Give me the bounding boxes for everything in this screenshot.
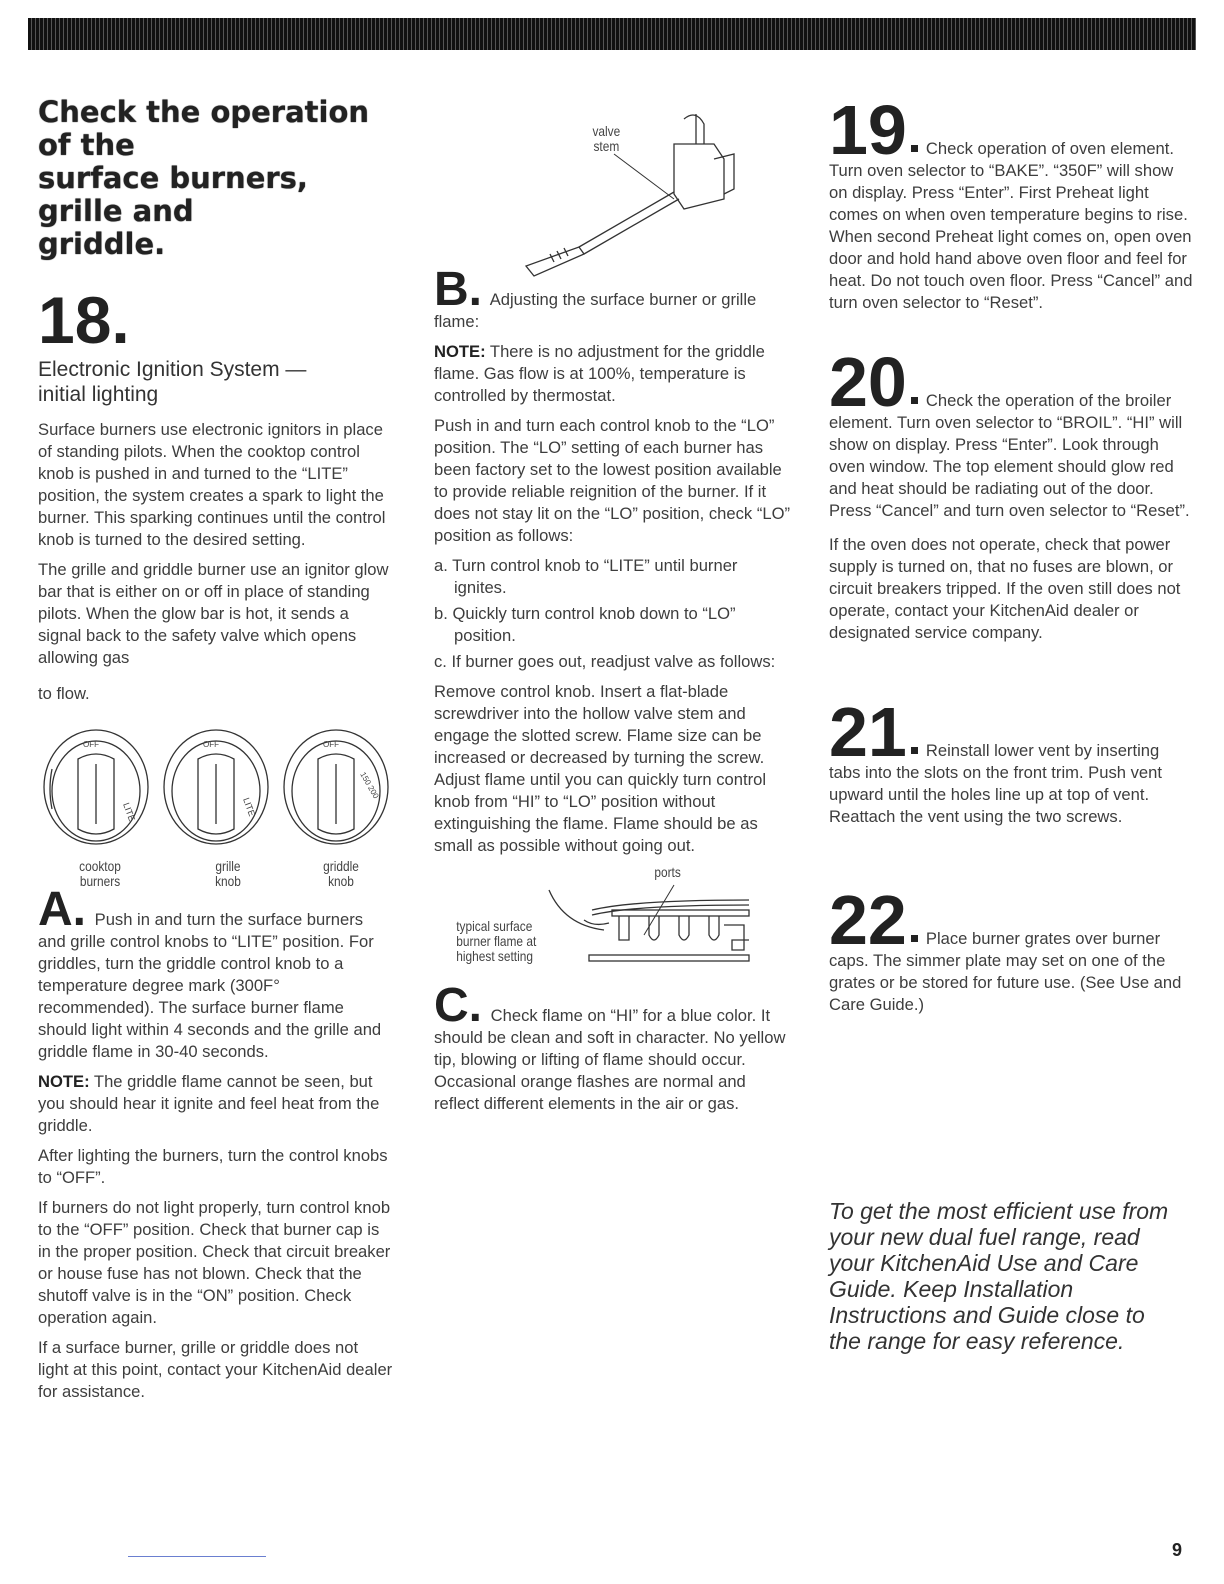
title-line-1: Check the operation of the: [38, 95, 370, 162]
bullet-icon: [911, 747, 918, 754]
label-line: burner flame at: [456, 933, 537, 949]
step-20-text: Check the operation of the broiler element. Turn oven selector to “BROIL”. “HI” will show on display. Press “Enter”. Look through oven window. The top element should glow red and heat should be radiating out of the door. Press “Cancel” and turn oven selector to “Reset”.: [829, 391, 1190, 520]
paragraph: Surface burners use electronic ignitors in place of standing pilots. When the cooktop control knob is pushed in and turned to the “LITE” position, the system creates a spark to light the burner. This sparking continues until the control knob is turned to the desired setting.: [38, 420, 386, 549]
column-1: [38, 96, 393, 1411]
caption-line: knob: [215, 873, 241, 889]
svg-text:OFF: OFF: [323, 740, 339, 749]
step-19-text: Check operation of oven element. Turn oven selector to “BAKE”. “350F” will show on display. Press “Enter”. First Preheat light comes on when oven temperature begins to rise. When second Preheat light comes on, open oven door and hold hand above oven floor and feel for heat. Do not touch oven floor. Press “Cancel” and turn oven selector to “Reset”.: [829, 139, 1193, 312]
valve-stem-figure: [434, 104, 794, 279]
grille-knob-icon: [164, 730, 268, 844]
subhead-line-2: initial lighting: [38, 383, 159, 406]
bullet-icon: [911, 935, 918, 942]
bottom-rule: [128, 1556, 266, 1557]
step-b-text: Adjusting the surface burner or grille flame:: [434, 290, 757, 331]
step-20-number: 20: [829, 343, 907, 421]
caption-line: griddle: [323, 858, 359, 874]
step-19: [829, 91, 1194, 314]
paragraph: Remove control knob. Insert a flat-blade screwdriver into the hollow valve stem and engage the slotted screw. Flame size can be increased or decreased by turning the screw. Adjust flame until you can quickly turn control knob from “HI” to “LO” position without extinguishing the flame. Flame should be as small as possible without going out.: [434, 682, 767, 855]
griddle-caption: [291, 859, 391, 889]
paragraph: to flow.: [38, 684, 90, 703]
svg-text:LITE: LITE: [121, 801, 138, 823]
knobs-figure: [38, 729, 393, 899]
title-line-2: surface burners, grille and: [38, 161, 308, 228]
step-22-number: 22: [829, 881, 907, 959]
cooktop-knob-icon: [44, 730, 148, 844]
bullet-icon: [911, 145, 918, 152]
column-3: [829, 91, 1194, 1024]
label-line: stem: [593, 138, 620, 154]
label-line: typical surface: [456, 918, 533, 934]
note-label: NOTE:: [38, 1072, 90, 1091]
step-b: [434, 263, 794, 333]
caption-line: burners: [79, 873, 121, 889]
page-number: 9: [1172, 1540, 1183, 1560]
grille-caption: [178, 859, 278, 889]
caption-line: knob: [328, 873, 354, 889]
svg-text:LITE: LITE: [241, 796, 258, 818]
note-text: The griddle flame cannot be seen, but you should hear it ignite and feel heat from the griddle.: [38, 1072, 380, 1135]
step-21-text: Reinstall lower vent by inserting tabs into the slots on the front trim. Push vent upward until the holes line up at top of vent. Reattach the vent using the two screws.: [829, 741, 1162, 826]
step-18-number: 18.: [38, 283, 130, 357]
step-22-text: Place burner grates over burner caps. The simmer plate may set on one of the grates or be stored for future use. (See Use and Care Guide.): [829, 929, 1182, 1014]
label-line: highest setting: [456, 948, 534, 964]
caption-line: grille: [215, 858, 241, 874]
step-20: [829, 343, 1194, 522]
paragraph: If the oven does not operate, check that power supply is turned on, that no fuses are blown, or circuit breakers tripped. If the oven still does not operate, contact your KitchenAid dealer or designated service company.: [829, 535, 1181, 642]
step-a-text: Push in and turn the surface burners and grille control knobs to “LITE” position. For griddles, turn the griddle control knob to a temperature degree mark (300F° recommended). The surface burner flame should light within 4 seconds and the grille and griddle flame in 30-40 seconds.: [38, 910, 382, 1061]
step-c-text: Check flame on “HI” for a blue color. It should be clean and soft in character. No yellow tip, blowing or lifting of flame should occur. Occasional orange flashes are normal and reflect different elements in the air or gas.: [434, 1006, 786, 1113]
burner-flame-figure: [434, 865, 794, 995]
note-paragraph: [434, 341, 794, 407]
ports-label: ports: [654, 864, 681, 880]
paragraph: The grille and griddle burner use an ignitor glow bar that is either on or off in place of standing pilots. When the glow bar is hot, it sends a signal back to the safety valve which opens allowing gas: [38, 560, 389, 667]
step-19-number: 19: [829, 91, 907, 169]
note-label: NOTE:: [434, 342, 486, 361]
valve-stem-label: [590, 124, 623, 154]
step-a: [38, 883, 393, 1063]
flame-label: [448, 919, 558, 964]
paragraph: If a surface burner, grille or griddle does not light at this point, contact your KitchenAid dealer for assistance.: [38, 1338, 393, 1401]
griddle-knob-icon: [284, 730, 388, 844]
svg-text:OFF: OFF: [203, 740, 219, 749]
step-18-subhead: [38, 357, 393, 407]
paragraph: Push in and turn each control knob to the “LO” position. The “LO” setting of each burner has been factory set to the lowest position available to provide reliable reignition of the burner. If it does not stay lit on the “LO” position, check “LO” position as follows:: [434, 416, 791, 545]
column-2: [434, 104, 794, 1123]
list-item: c. If burner goes out, readjust valve as follows:: [434, 652, 776, 671]
subhead-line-1: Electronic Ignition System —: [38, 358, 307, 381]
knobs-illustration: [38, 729, 393, 864]
step-21-number: 21: [829, 693, 907, 771]
svg-text:150 200: 150 200: [358, 770, 381, 801]
step-21: [829, 693, 1194, 828]
list-item: a. Turn control knob to “LITE” until burner ignites.: [434, 556, 738, 597]
label-line: valve: [592, 123, 621, 139]
header-bar: [28, 18, 1196, 50]
bullet-icon: [911, 397, 918, 404]
list-item: b. Quickly turn control knob down to “LO” position.: [434, 604, 736, 645]
paragraph: After lighting the burners, turn the control knobs to “OFF”.: [38, 1146, 388, 1187]
title-line-3: griddle.: [38, 227, 166, 261]
closing-note: To get the most efficient use from your new dual fuel range, read your KitchenAid Use and Care Guide. Keep Installation Instructions and Guide close to the range for easy reference.: [829, 1198, 1169, 1354]
cooktop-caption: [50, 859, 150, 889]
paragraph: If burners do not light properly, turn control knob to the “OFF” position. Check that burner cap is in the proper position. Check that circuit breaker or house fuse has not blown. Check that the shutoff valve is in the “ON” position. Check operation again.: [38, 1198, 391, 1327]
step-22: [829, 881, 1194, 1016]
caption-line: cooktop: [79, 858, 121, 874]
step-c: [434, 979, 794, 1115]
step-a-letter: A.: [38, 883, 86, 936]
note-text: There is no adjustment for the griddle flame. Gas flow is at 100%, temperature is controlled by thermostat.: [434, 342, 765, 405]
note-paragraph: [38, 1071, 393, 1137]
step-c-letter: C.: [434, 979, 482, 1032]
section-title: [38, 96, 393, 261]
svg-text:OFF: OFF: [83, 740, 99, 749]
step-b-letter: B.: [434, 263, 482, 316]
